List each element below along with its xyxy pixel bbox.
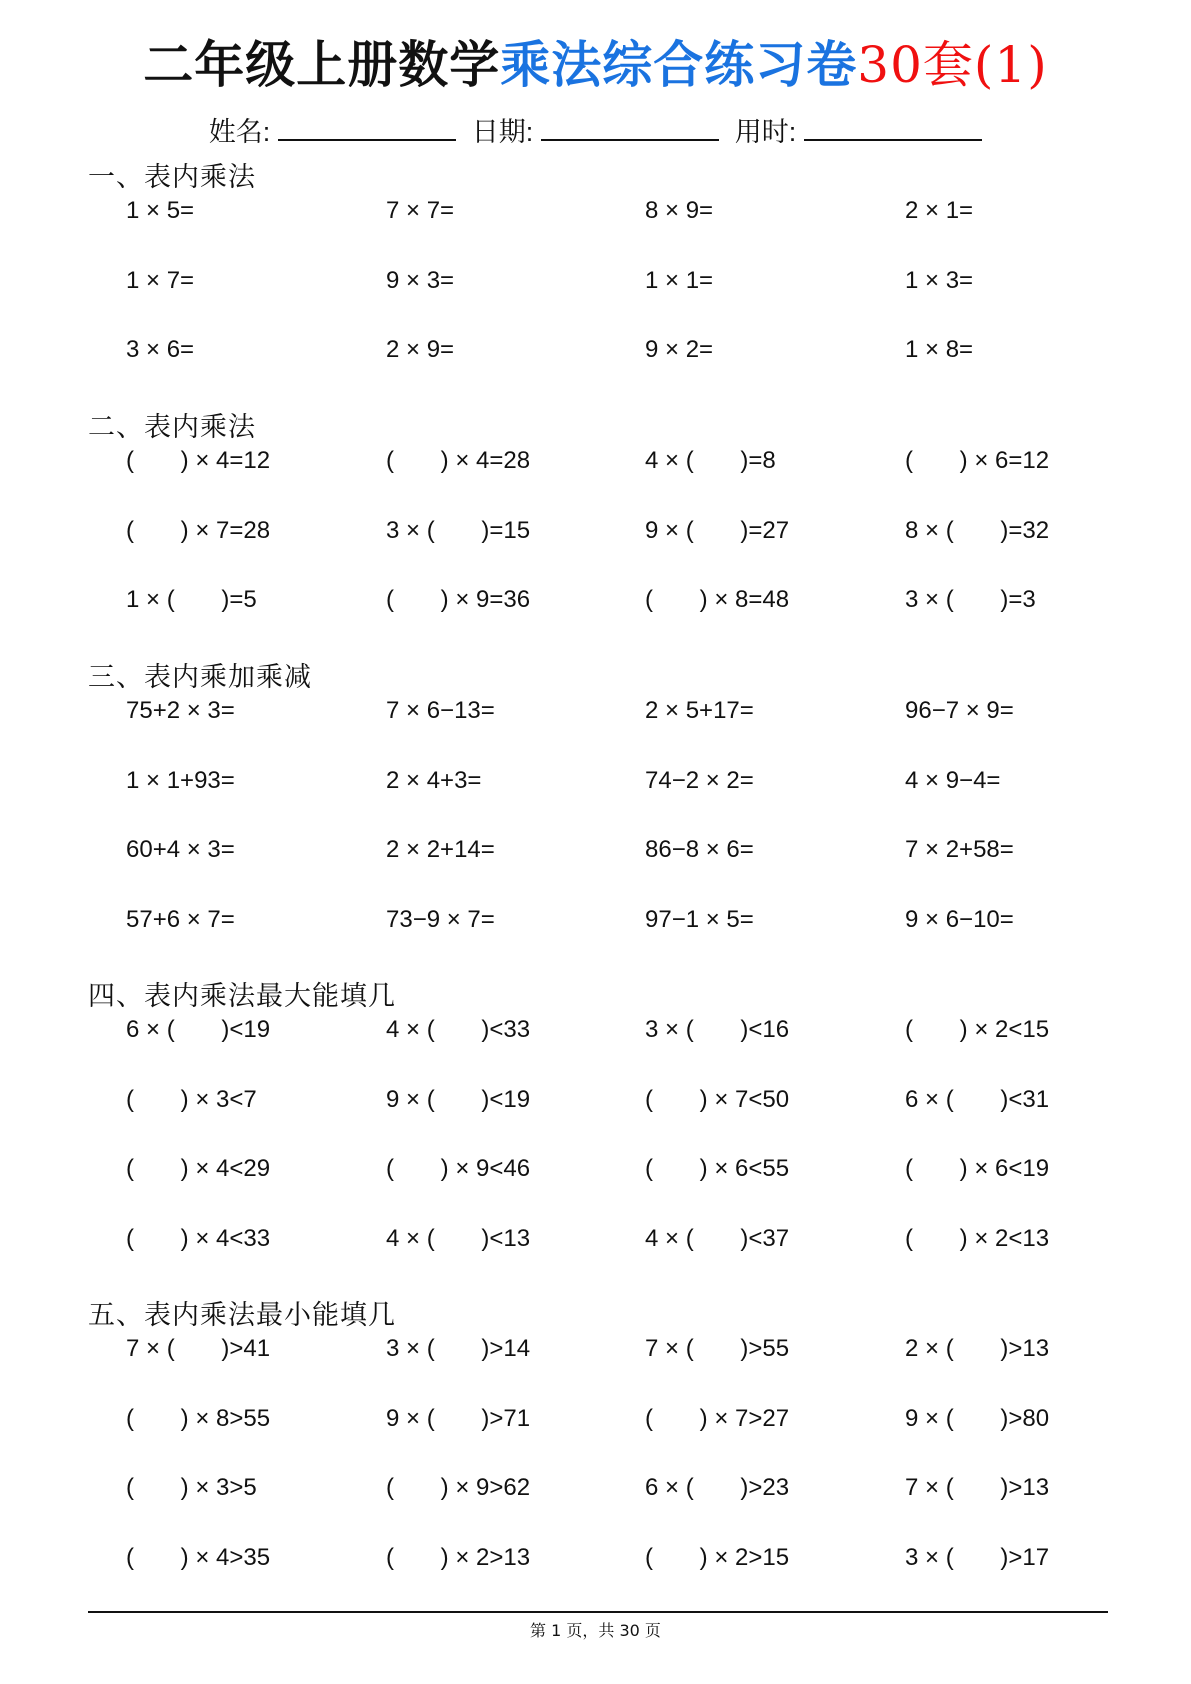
problem: 3 × 6=	[126, 336, 195, 363]
problem: 57+6 × 7=	[126, 905, 235, 933]
problem-row	[88, 1013, 1108, 1083]
problem-row	[88, 264, 1108, 334]
problem[interactable]: 4 × ( )<33	[386, 1016, 531, 1043]
problem: 2 × 1=	[905, 197, 974, 224]
problem-row	[88, 903, 1108, 973]
problem[interactable]: 9 × ( )=27	[645, 516, 790, 544]
problem-grid	[88, 1013, 1108, 1291]
problem: 1 × 5=	[126, 197, 195, 224]
problem[interactable]: 4 × ( )<37	[645, 1224, 790, 1252]
problem: 1 × 7=	[126, 266, 195, 294]
problem-grid	[88, 194, 1108, 403]
problem[interactable]: ( ) × 2<15	[905, 1016, 1050, 1043]
problem: 2 × 9=	[386, 336, 455, 363]
time-blank[interactable]	[804, 113, 982, 141]
problem-row	[88, 694, 1108, 764]
problem[interactable]: 3 × ( )>14	[386, 1335, 531, 1362]
section-title: 二、表内乘法	[88, 412, 256, 442]
problem[interactable]: 7 × ( )>55	[645, 1335, 790, 1362]
problem[interactable]: ( ) × 4=12	[126, 447, 271, 474]
problem[interactable]: ( ) × 4>35	[126, 1543, 271, 1571]
problem-row	[88, 1471, 1108, 1541]
section-title: 三、表内乘加乘减	[88, 662, 312, 692]
problem[interactable]: ( ) × 9=36	[386, 586, 531, 613]
problem[interactable]: 3 × ( )>17	[905, 1543, 1050, 1571]
time-label: 用时:	[734, 117, 797, 147]
name-field[interactable]	[209, 112, 457, 152]
problem: 2 × 4+3=	[386, 766, 482, 794]
problem-grid	[88, 694, 1108, 972]
section-1	[88, 160, 1108, 403]
problem[interactable]: 7 × ( )>41	[126, 1335, 271, 1362]
problem-row	[88, 1222, 1108, 1292]
problem-row	[88, 764, 1108, 834]
problem: 1 × 3=	[905, 266, 974, 294]
problem: 9 × 6−10=	[905, 905, 1014, 933]
problem[interactable]: ( ) × 4<29	[126, 1155, 271, 1182]
problem[interactable]: ( ) × 3<7	[126, 1085, 257, 1113]
problem[interactable]: ( ) × 7=28	[126, 516, 271, 544]
problem-row	[88, 194, 1108, 264]
problem[interactable]: ( ) × 6<19	[905, 1155, 1050, 1182]
problem: 2 × 2+14=	[386, 836, 495, 863]
problem[interactable]: 2 × ( )>13	[905, 1335, 1050, 1362]
problem: 7 × 6−13=	[386, 697, 495, 724]
problem[interactable]: ( ) × 9<46	[386, 1155, 531, 1182]
problem[interactable]: 1 × ( )=5	[126, 586, 257, 613]
problem[interactable]: ( ) × 2>15	[645, 1543, 790, 1571]
problem[interactable]: ( ) × 4<33	[126, 1224, 271, 1252]
time-field[interactable]	[735, 112, 983, 152]
problem-grid	[88, 1332, 1108, 1610]
student-info-line	[0, 112, 1191, 152]
problem[interactable]: ( ) × 8>55	[126, 1404, 271, 1432]
date-field[interactable]	[472, 112, 720, 152]
footer-divider	[88, 1611, 1108, 1613]
problem: 8 × 9=	[645, 197, 714, 224]
title-set-part: 30套(1)	[857, 36, 1048, 94]
problem-grid	[88, 444, 1108, 653]
problem-row	[88, 333, 1108, 403]
problem[interactable]: 6 × ( )>23	[645, 1474, 790, 1501]
name-blank[interactable]	[278, 113, 456, 141]
problem[interactable]: ( ) × 6<55	[645, 1155, 790, 1182]
name-label: 姓名:	[208, 117, 271, 147]
problem[interactable]: ( ) × 2>13	[386, 1543, 531, 1571]
problem[interactable]: ( ) × 6=12	[905, 447, 1050, 474]
problem[interactable]: ( ) × 7<50	[645, 1085, 790, 1113]
problem: 1 × 1+93=	[126, 766, 235, 794]
problem[interactable]: ( ) × 8=48	[645, 586, 790, 613]
problem[interactable]: 4 × ( )=8	[645, 447, 776, 474]
problem-row	[88, 444, 1108, 514]
problem[interactable]: 3 × ( )=15	[386, 516, 531, 544]
problem[interactable]: 6 × ( )<19	[126, 1016, 271, 1043]
problem: 73−9 × 7=	[386, 905, 495, 933]
problem[interactable]: 4 × ( )<13	[386, 1224, 531, 1252]
problem: 86−8 × 6=	[645, 836, 754, 863]
problem-row	[88, 583, 1108, 653]
section-3	[88, 660, 1108, 972]
problem: 96−7 × 9=	[905, 697, 1014, 724]
worksheet-title	[0, 30, 1191, 100]
problem: 97−1 × 5=	[645, 905, 754, 933]
section-title: 四、表内乘法最大能填几	[88, 981, 396, 1011]
problem: 9 × 2=	[645, 336, 714, 363]
problem: 1 × 1=	[645, 266, 714, 294]
date-label: 日期:	[471, 117, 534, 147]
problem[interactable]: 9 × ( )<19	[386, 1085, 531, 1113]
problem[interactable]: 3 × ( )<16	[645, 1016, 790, 1043]
page-number: 第 1 页，共 30 页	[530, 1621, 661, 1640]
problem-row	[88, 1332, 1108, 1402]
problem: 7 × 7=	[386, 197, 455, 224]
problem[interactable]: ( ) × 9>62	[386, 1474, 531, 1501]
problem[interactable]: ( ) × 2<13	[905, 1224, 1050, 1252]
problem: 2 × 5+17=	[645, 697, 754, 724]
problem: 1 × 8=	[905, 336, 974, 363]
problem[interactable]: 7 × ( )>13	[905, 1474, 1050, 1501]
problem: 4 × 9−4=	[905, 766, 1001, 794]
date-blank[interactable]	[541, 113, 719, 141]
problem[interactable]: ( ) × 4=28	[386, 447, 531, 474]
section-title: 五、表内乘法最小能填几	[88, 1300, 396, 1330]
problem[interactable]: 9 × ( )>80	[905, 1404, 1050, 1432]
problem-row	[88, 833, 1108, 903]
problem-row	[88, 1152, 1108, 1222]
problem-row	[88, 1083, 1108, 1153]
problem: 9 × 3=	[386, 266, 455, 294]
title-topic-part: 乘法综合练习卷	[500, 35, 858, 94]
problem-row	[88, 514, 1108, 584]
problem: 60+4 × 3=	[126, 836, 235, 863]
problem[interactable]: 3 × ( )=3	[905, 586, 1036, 613]
section-5	[88, 1298, 1108, 1610]
problem-row	[88, 1402, 1108, 1472]
problem[interactable]: ( ) × 7>27	[645, 1404, 790, 1432]
problem: 7 × 2+58=	[905, 836, 1014, 863]
problem[interactable]: ( ) × 3>5	[126, 1474, 257, 1501]
problem: 74−2 × 2=	[645, 766, 754, 794]
problem[interactable]: 6 × ( )<31	[905, 1085, 1050, 1113]
problem[interactable]: 9 × ( )>71	[386, 1404, 531, 1432]
title-grade-part: 二年级上册数学	[143, 35, 501, 94]
section-4	[88, 979, 1108, 1291]
problem[interactable]: 8 × ( )=32	[905, 516, 1050, 544]
section-2	[88, 410, 1108, 653]
problem: 75+2 × 3=	[126, 697, 235, 724]
problem-row	[88, 1541, 1108, 1611]
section-title: 一、表内乘法	[88, 162, 256, 192]
